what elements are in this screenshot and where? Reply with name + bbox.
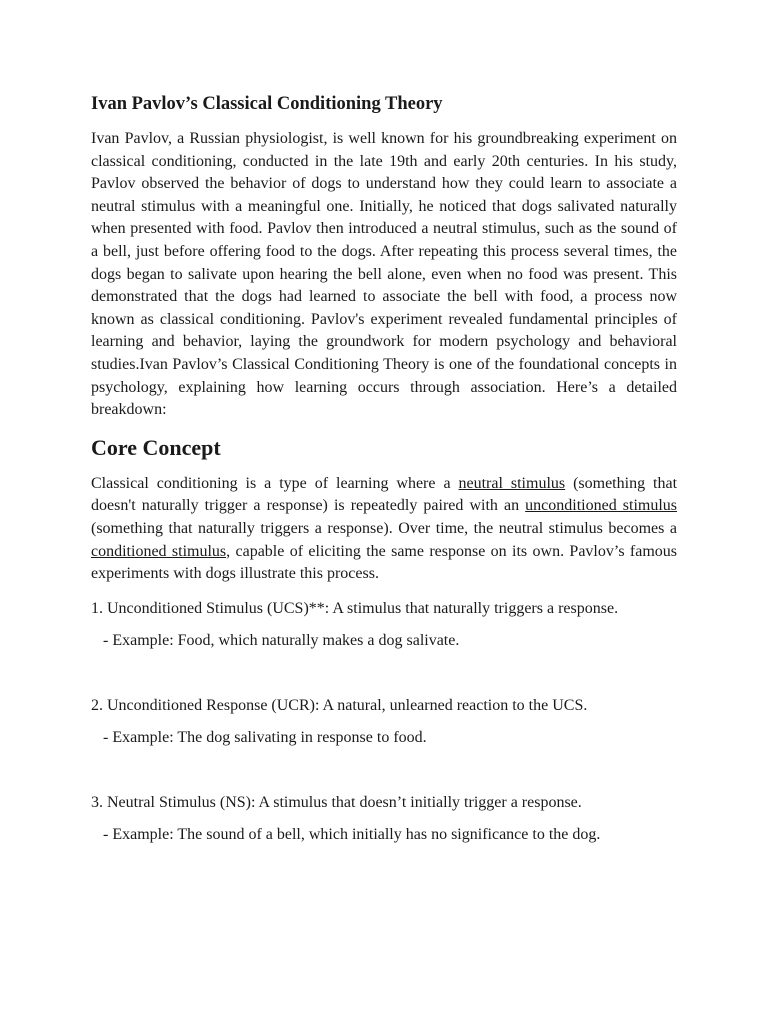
spacer (91, 652, 677, 695)
list-item-title: 2. Unconditioned Response (UCR): A natural, unlearned reaction to the UCS. (91, 696, 588, 714)
core-concept-heading: Core Concept (91, 434, 221, 460)
list-item (91, 792, 677, 846)
list-item (91, 695, 677, 749)
term-conditioned-stimulus: conditioned stimulus, (91, 542, 231, 560)
core-text-1: Classical conditioning is a type of learning where a (91, 474, 459, 492)
intro-paragraph: Ivan Pavlov, a Russian physiologist, is well known for his groundbreaking experiment on classical conditioning, conducted in the late 19th and early 20th centuries. In his study, Pavlov observed the behavior of dogs to understand how they could learn to associate a neutral stimulus with a meaningful one. Initially, he noticed that dogs salivated naturally when presented with food. Pavlov then introduced a neutral stimulus, such as the sound of a bell, just before offering food to the dogs. After repeating this process several times, the dogs began to salivate upon hearing the bell alone, even when no food was present. This demonstrated that the dogs had learned to associate the bell with food, a process now known as classical conditioning. Pavlov's experiment revealed fundamental principles of learning and behavior, laying the groundwork for modern psychology and behavioral studies.Ivan Pavlov’s Classical Conditioning Theory is one of the foundational concepts in psychology, explaining how learning occurs through association. Here’s a detailed breakdown: (91, 130, 677, 419)
core-text-4: capable of eliciting the same response on its own. Pavlov’s famous experiments with dogs illustrate this process. (91, 542, 677, 583)
document-page (91, 92, 677, 846)
document-title: Ivan Pavlov’s Classical Conditioning Theory (91, 94, 443, 114)
list-item (91, 598, 677, 652)
core-concept-paragraph (91, 473, 677, 586)
list-item-title: 3. Neutral Stimulus (NS): A stimulus that doesn’t initially trigger a response. (91, 793, 582, 811)
term-unconditioned-stimulus: unconditioned stimulus (525, 497, 678, 515)
list-item-example: - Example: Food, which naturally makes a dog salivate. (103, 631, 460, 649)
list-item-example: - Example: The sound of a bell, which initially has no significance to the dog. (103, 825, 601, 843)
spacer (91, 749, 677, 792)
list-item-example: - Example: The dog salivating in response to food. (103, 728, 427, 746)
term-neutral-stimulus: neutral stimulus (458, 474, 566, 492)
list-item-title: 1. Unconditioned Stimulus (UCS)**: A stimulus that naturally triggers a response. (91, 599, 619, 617)
core-text-3: (something that naturally triggers a response). Over time, the neutral stimulus becomes a (91, 519, 677, 537)
core-text-2: (something that doesn't naturally trigger a response) is repeatedly paired with an (91, 474, 678, 515)
